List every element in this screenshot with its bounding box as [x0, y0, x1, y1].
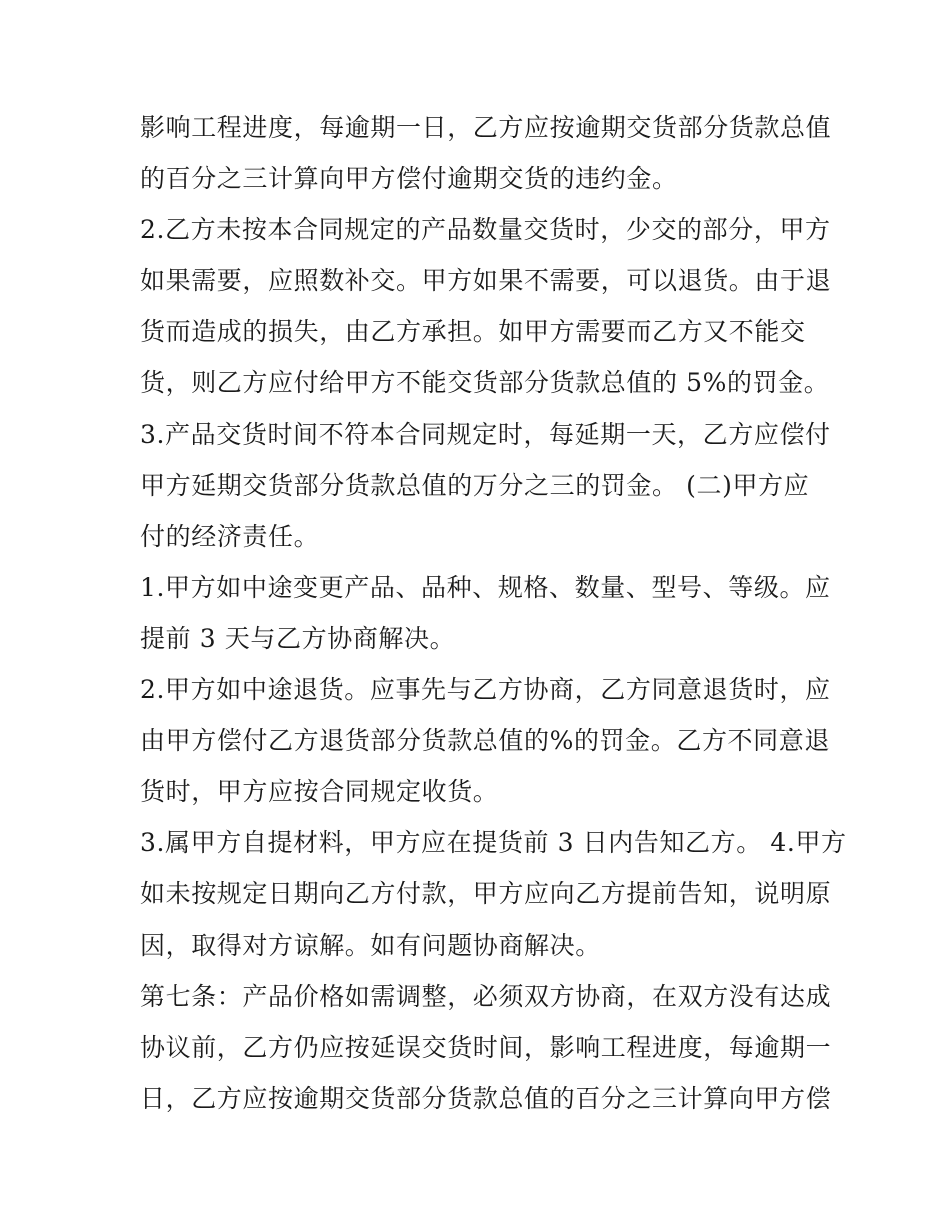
text-line: 2.甲方如中途退货。应事先与乙方协商，乙方同意退货时，应: [140, 675, 831, 705]
text-line: 由甲方偿付乙方退货部分货款总值的%的罚金。乙方不同意退: [140, 726, 830, 756]
text-line: 如未按规定日期向乙方付款，甲方应向乙方提前告知，说明原: [140, 879, 832, 909]
text-line: 如果需要，应照数补交。甲方如果不需要，可以退货。由于退: [140, 266, 832, 296]
text-line: 因，取得对方谅解。如有问题协商解决。: [140, 930, 601, 960]
text-line: 货时，甲方应按合同规定收货。: [140, 777, 499, 807]
text-line: 影响工程进度，每逾期一日，乙方应按逾期交货部分货款总值: [140, 113, 832, 142]
text-line: 3.产品交货时间不符本合同规定时，每延期一天，乙方应偿付: [140, 419, 831, 449]
text-line: 日，乙方应按逾期交货部分货款总值的百分之三计算向甲方偿: [140, 1083, 832, 1113]
text-line: 的百分之三计算向甲方偿付逾期交货的违约金。: [140, 164, 678, 194]
text-line: 1.甲方如中途变更产品、品种、规格、数量、型号、等级。应: [140, 572, 831, 602]
text-line: 提前 3 天与乙方协商解决。: [140, 623, 456, 653]
text-line: 协议前，乙方仍应按延误交货时间，影响工程进度，每逾期一: [140, 1032, 832, 1062]
text-line: 货而造成的损失，由乙方承担。如甲方需要而乙方又不能交: [140, 317, 806, 347]
document-body: [140, 102, 847, 1124]
text-line: 甲方延期交货部分货款总值的万分之三的罚金。 (二)甲方应: [140, 470, 810, 500]
text-line: 第七条：产品价格如需调整，必须双方协商，在双方没有达成: [140, 981, 832, 1011]
text-line: 付的经济责任。: [140, 521, 320, 551]
text-line: 货，则乙方应付给甲方不能交货部分货款总值的 5%的罚金。: [140, 368, 830, 398]
text-line: 3.属甲方自提材料，甲方应在提货前 3 日内告知乙方。 4.甲方: [140, 828, 847, 858]
text-line: 2.乙方未按本合同规定的产品数量交货时，少交的部分，甲方: [140, 215, 831, 245]
